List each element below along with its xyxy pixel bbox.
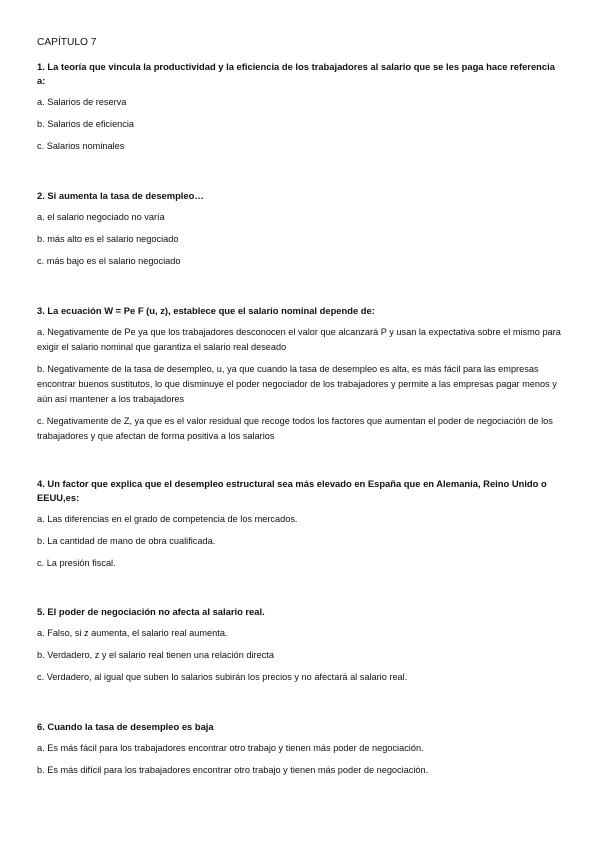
option-a: a. Las diferencias en el grado de competencia de los mercados. bbox=[37, 514, 298, 524]
question-text: 2. Si aumenta la tasa de desempleo… bbox=[37, 190, 204, 201]
option-c: c. Verdadero, al igual que suben lo salarios subirán los precios y no afectará al salario real. bbox=[37, 672, 408, 682]
option-c: c. La presión fiscal. bbox=[37, 558, 116, 568]
option-a: a. Falso, si z aumenta, el salario real aumenta. bbox=[37, 628, 228, 638]
question-text: 1. La teoría que vincula la productividad y la eficiencia de los trabajadores al salario que se les paga hace referencia a: bbox=[37, 61, 555, 86]
question-text: 4. Un factor que explica que el desempleo estructural sea más elevado en España que en Alemania, Reino Unido o EEUU,es: bbox=[37, 478, 547, 503]
option-b: b. Es más difícil para los trabajadores encontrar otro trabajo y tienen más poder de negociación. bbox=[37, 765, 429, 775]
option-b: b. Verdadero, z y el salario real tienen una relación directa bbox=[37, 650, 274, 660]
question-3 bbox=[37, 304, 562, 444]
option-a: a. Es más fácil para los trabajadores encontrar otro trabajo y tienen más poder de negociación. bbox=[37, 743, 424, 753]
question-text: 6. Cuando la tasa de desempleo es baja bbox=[37, 721, 214, 732]
option-b: b. Negativamente de la tasa de desempleo, u, ya que cuando la tasa de desempleo es alta, es más fácil para las empresas encontrar buenos sustitutos, lo que disminuye el poder negociador de los trabajadores y permite a las empresas pagar menos y aún así mantener a los trabajadores bbox=[37, 364, 557, 404]
option-a: a. Salarios de reserva bbox=[37, 97, 127, 107]
chapter-title: CAPÍTULO 7 bbox=[37, 37, 97, 48]
question-6 bbox=[37, 720, 562, 778]
question-1 bbox=[37, 60, 562, 154]
option-b: b. más alto es el salario negociado bbox=[37, 234, 179, 244]
option-c: c. Salarios nominales bbox=[37, 141, 125, 151]
option-c: c. Negativamente de Z, ya que es el valor residual que recoge todos los factores que aumentan el poder de negociación de los trabajadores y que afectan de forma positiva a los salarios bbox=[37, 416, 553, 441]
question-4 bbox=[37, 477, 562, 571]
question-2 bbox=[37, 189, 562, 269]
option-b: b. La cantidad de mano de obra cualificada. bbox=[37, 536, 216, 546]
question-text: 5. El poder de negociación no afecta al salario real. bbox=[37, 606, 265, 617]
option-c: c. más bajo es el salario negociado bbox=[37, 256, 181, 266]
option-a: a. el salario negociado no varía bbox=[37, 212, 165, 222]
question-5 bbox=[37, 605, 562, 685]
question-text: 3. La ecuación W = Pe F (u, z), establece que el salario nominal depende de: bbox=[37, 305, 375, 316]
option-b: b. Salarios de eficiencia bbox=[37, 119, 135, 129]
option-a: a. Negativamente de Pe ya que los trabajadores desconocen el valor que alcanzará P y usan la expectativa sobre el mismo para exigir el salario nominal que garantiza el salario real deseado bbox=[37, 327, 561, 352]
